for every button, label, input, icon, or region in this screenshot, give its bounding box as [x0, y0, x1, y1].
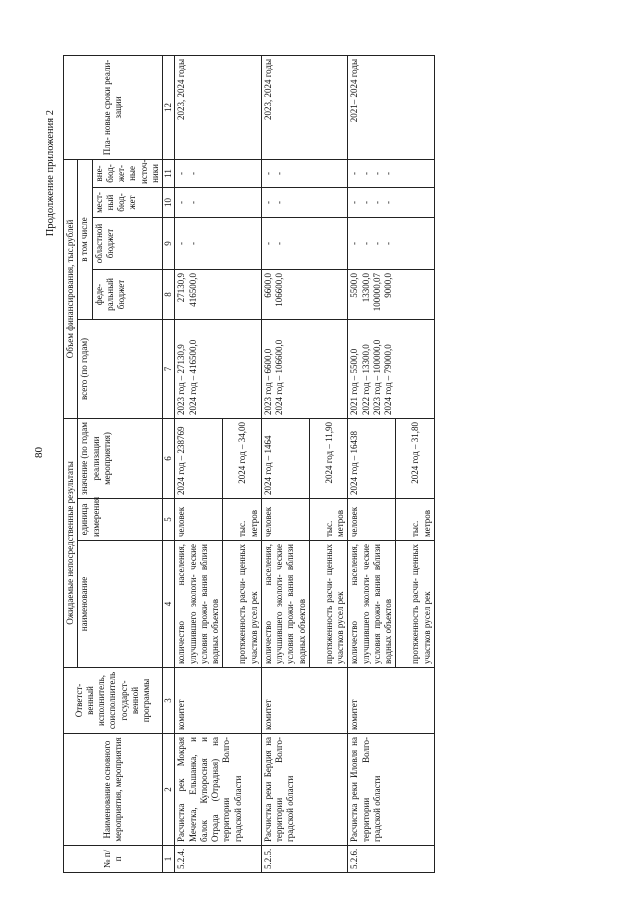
financing-line: 6600,0	[262, 272, 273, 298]
financing-line: -	[176, 241, 187, 245]
financing-line: 5500,0	[349, 272, 360, 298]
col-number: 11	[163, 159, 175, 187]
col-number: 4	[163, 541, 175, 668]
financing-line: -	[383, 241, 393, 245]
header-including: в том числе	[78, 159, 92, 319]
header-federal-budget: феде- ральный бюджет	[92, 269, 163, 319]
table-row	[348, 55, 396, 872]
financing-line: -	[176, 200, 187, 204]
financing-local	[261, 187, 348, 217]
result-length-value: 2024 год – 11,90	[309, 418, 348, 498]
financing-line: 13300,0	[360, 272, 371, 303]
financing-line: -	[383, 200, 393, 204]
result-population-unit: человек	[261, 499, 309, 541]
header-result-value: значение (по годам реализации мероприятия)	[78, 418, 163, 498]
implementation-terms: 2021– 2024 годы	[348, 55, 435, 159]
financing-line: -	[176, 171, 187, 175]
executor: комитет	[348, 668, 435, 734]
financing-federal	[175, 269, 262, 319]
implementation-terms: 2023, 2024 годы	[175, 55, 262, 159]
financing-line: -	[274, 171, 284, 175]
result-population-name: количество населения, улучшившего экологи- ческие условия прожи- вания вблизи водных объектов	[261, 541, 309, 668]
header-financing-total: всего (по годам)	[78, 319, 163, 418]
financing-line: 9000,0	[383, 272, 393, 298]
financing-line: -	[274, 241, 284, 245]
financing-regional	[175, 217, 262, 269]
result-population-value: 2024 год – 1464	[261, 418, 309, 498]
financing-line: -	[349, 241, 360, 245]
table-row	[261, 55, 309, 872]
financing-line: 106600,0	[274, 272, 284, 307]
header-financing-group: Объем финансирования, тыс.рублей	[64, 159, 78, 418]
financing-line: -	[349, 171, 360, 175]
financing-line: 2021 год – 5500,0	[349, 348, 360, 415]
col-number: 9	[163, 217, 175, 269]
header-terms: Пла- новые сроки реали- зации	[64, 55, 163, 159]
financing-line: -	[371, 200, 382, 204]
financing-regional	[348, 217, 435, 269]
program-table	[63, 55, 435, 873]
financing-line: -	[187, 200, 198, 204]
financing-line: 2024 год – 106600,0	[274, 339, 284, 415]
header-results-group: Ожидаемые непосредственные результаты	[64, 418, 78, 667]
col-number: 3	[163, 668, 175, 734]
result-length-value: 2024 год – 31,80	[396, 418, 435, 498]
result-population-name: количество населения, улучшившего экологи- ческие условия прожи- вания вблизи водных объектов	[175, 541, 223, 668]
financing-line: 2023 год – 27130,9	[176, 344, 187, 415]
appendix-caption: Продолжение приложения 2	[45, 110, 56, 237]
financing-federal	[261, 269, 348, 319]
financing-local	[175, 187, 262, 217]
result-population-value: 2024 год – 238769	[175, 418, 223, 498]
financing-extrabudget	[175, 159, 262, 187]
financing-total	[348, 319, 435, 418]
col-number: 12	[163, 55, 175, 159]
header-result-name: наименование	[78, 541, 163, 668]
activity-name: Расчистка реки Бердия на территории Волго- градской области	[261, 734, 348, 846]
page-number: 80	[33, 447, 45, 458]
financing-line: -	[262, 171, 273, 175]
financing-line: -	[187, 171, 198, 175]
result-length-unit: тыс. метров	[223, 499, 262, 541]
table-row	[175, 55, 223, 872]
financing-extrabudget	[348, 159, 435, 187]
col-number: 10	[163, 187, 175, 217]
financing-line: -	[383, 171, 393, 175]
financing-line: -	[371, 241, 382, 245]
financing-extrabudget	[261, 159, 348, 187]
financing-line: 2023 год – 100000,0	[371, 339, 382, 415]
financing-total	[175, 319, 262, 418]
result-population-value: 2024 год – 16438	[348, 418, 396, 498]
table-body	[175, 55, 435, 872]
financing-line: -	[349, 200, 360, 204]
result-length-value: 2024 год – 34,00	[223, 418, 262, 498]
col-number: 8	[163, 269, 175, 319]
financing-total	[261, 319, 348, 418]
result-population-name: количество населения, улучшившего экологи- ческие условия прожи- вания вблизи водных объектов	[348, 541, 396, 668]
activity-name: Расчистка рек Мокрая Мечетка, Ельшанка, и балок Купоросная и Отрада (Отрадная) на территории Волго- градской области	[175, 734, 262, 846]
result-length-unit: тыс. метров	[396, 499, 435, 541]
financing-line: -	[274, 200, 284, 204]
header-executor: Ответст- венный исполнитель, соисполнитель государст- венной программы	[64, 668, 163, 734]
header-result-unit: единица измерения	[78, 499, 163, 541]
financing-line: 416500,0	[187, 272, 198, 307]
financing-local	[348, 187, 435, 217]
header-local-budget: мест- ный бюд- жет	[92, 187, 163, 217]
row-number: 5.2.6.	[348, 846, 435, 873]
result-length-name: протяженность расчи- щенных участков русел рек	[223, 541, 262, 668]
financing-line: 2022 год – 13300,0	[360, 344, 371, 415]
financing-line: -	[262, 241, 273, 245]
financing-line: 2024 год – 416500,0	[187, 339, 198, 415]
row-number: 5.2.5.	[261, 846, 348, 873]
col-number: 5	[163, 499, 175, 541]
financing-line: 100000,07	[371, 272, 382, 312]
financing-line: 2024 год – 79000,0	[383, 344, 393, 415]
header-extrabudget-sources: вне- бюд- жет- ные источ- ники	[92, 159, 163, 187]
result-population-unit: человек	[175, 499, 223, 541]
financing-federal	[348, 269, 435, 319]
financing-line: -	[360, 241, 371, 245]
result-population-unit: человек	[348, 499, 396, 541]
financing-line: -	[262, 200, 273, 204]
implementation-terms: 2023, 2024 годы	[261, 55, 348, 159]
result-length-name: протяженность расчи- щенных участков русел рек	[396, 541, 435, 668]
col-number: 7	[163, 319, 175, 418]
header-name: Наименование основного мероприятия, мероприятия	[64, 734, 163, 846]
row-number: 5.2.4.	[175, 846, 262, 873]
table-header	[64, 55, 175, 872]
col-number: 2	[163, 734, 175, 846]
result-length-name: протяженность расчи- щенных участков русел рек	[309, 541, 348, 668]
financing-line: -	[371, 171, 382, 175]
financing-line: -	[360, 171, 371, 175]
financing-line: -	[187, 241, 198, 245]
result-length-unit: тыс. метров	[309, 499, 348, 541]
activity-name: Расчистка реки Иловля на территории Волго- градской области	[348, 734, 435, 846]
executor: комитет	[261, 668, 348, 734]
financing-line: 2023 год – 6600,0	[262, 348, 273, 415]
header-num: № п/п	[64, 846, 163, 873]
col-number: 1	[163, 846, 175, 873]
financing-regional	[261, 217, 348, 269]
financing-line: -	[360, 200, 371, 204]
col-number: 6	[163, 418, 175, 498]
header-regional-budget: областной бюджет	[92, 217, 163, 269]
executor: комитет	[175, 668, 262, 734]
financing-line: 27130,9	[176, 272, 187, 303]
